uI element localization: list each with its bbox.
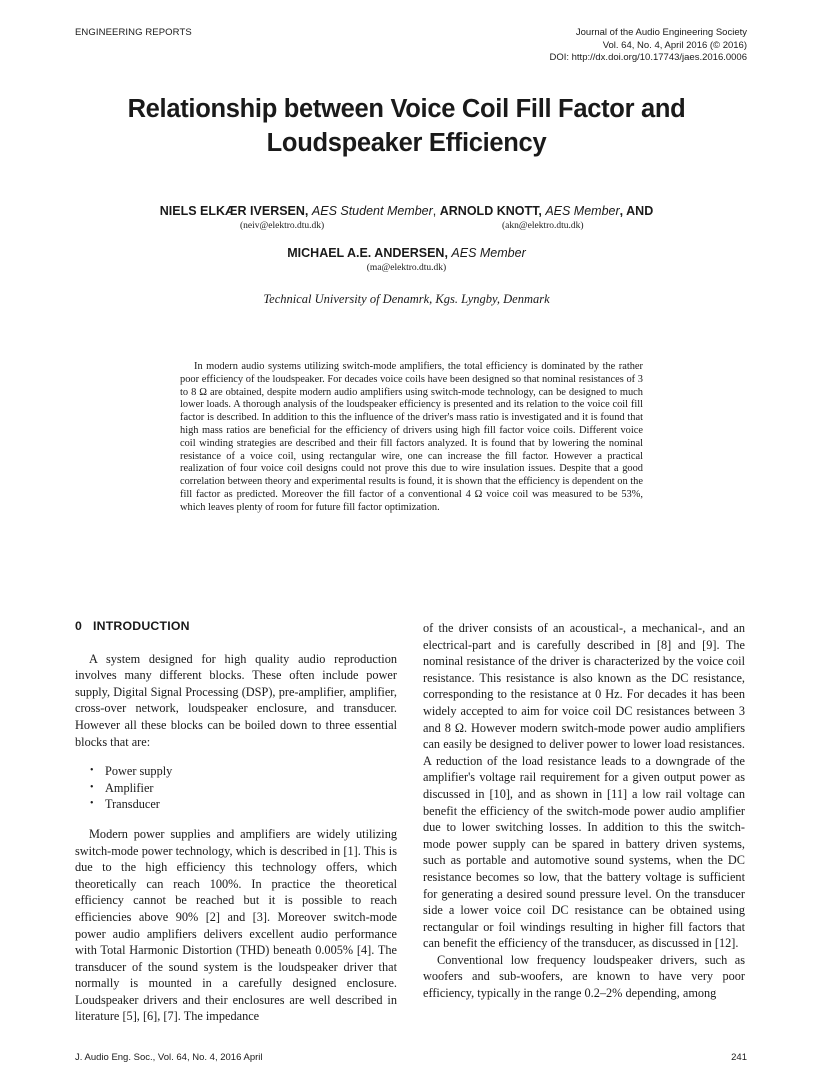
body-paragraph: A system designed for high quality audio reproduction involves many different blocks. These often include power supply, Digital Signal Processing (DSP), pre-amplifier, amplifier, cross-over network, loudspeaker enclosure, and transducer. However all these blocks can be boiled down to three essential blocks that are: xyxy=(75,651,397,749)
list-item: • Transducer xyxy=(90,797,160,812)
bullet-icon: • xyxy=(90,781,94,793)
footer-citation: J. Audio Eng. Soc., Vol. 64, No. 4, 2016 April xyxy=(75,1052,263,1063)
running-header-journal xyxy=(549,27,747,65)
author-name: ARNOLD KNOTT, xyxy=(439,204,542,218)
affiliation: Technical University of Denamrk, Kgs. Lyngby, Denmark xyxy=(263,292,550,306)
author-separator-and: , AND xyxy=(619,204,654,218)
author-separator: , xyxy=(432,204,440,218)
paper-title-line-2: Loudspeaker Efficiency xyxy=(266,129,547,157)
section-heading xyxy=(75,618,397,635)
journal-name: Journal of the Audio Engineering Society xyxy=(575,27,747,38)
author-name: NIELS ELKÆR IVERSEN, xyxy=(159,204,309,218)
body-paragraph: of the driver consists of an acoustical-, a mechanical-, and an electrical-part and is carefully described in [8] and [9]. The nominal resistance of the driver is characterized by the voice coil resistance. This resistance is also known as the DC resistance, corresponding to the resistance at 0 Hz. For decades it has been widely accepted to aim for voice coil DC resistances between 3 and 8 Ω. However modern switch-mode power audio amplifiers can easily be designed to deliver power to lower load resistances. A reduction of the load resistance leads to a downgrade of the amplifier's voltage rail requirement for a given output power as discussed in [10], and as shown in [11] a low rail voltage can benefit the efficiency of the switch-mode power audio amplifier due to lower switching losses. In addition to this the switch-mode power supply can be spared in battery driven systems, such as portable and automotive sound systems, when the DC resistance becomes so low, that the battery voltage is sufficient for generating a desired sound pressure level. On the transducer side a lower voice coil DC resistance can be obtained using rectangular or foil windings resulting in higher fill factors that can benefit the efficiency of the transducer, as discussed in [12]. xyxy=(423,621,745,951)
journal-doi: DOI: http://dx.doi.org/10.17743/jaes.2016.0006 xyxy=(549,52,747,63)
paper-title xyxy=(0,92,813,160)
author-membership: AES Student Member xyxy=(311,204,433,218)
author-email: (ma@elektro.dtu.dk) xyxy=(366,263,447,273)
author-line-1 xyxy=(0,204,813,218)
journal-volume: Vol. 64, No. 4, April 2016 (© 2016) xyxy=(602,39,747,51)
author-membership: AES Member xyxy=(545,204,620,218)
author-name: MICHAEL A.E. ANDERSEN, xyxy=(287,246,448,260)
running-header-section: ENGINEERING REPORTS xyxy=(75,27,192,38)
body-paragraph: Conventional low frequency loudspeaker drivers, such as woofers and sub-woofers, are known to have very poor efficiency, typically in the range 0.2–2% depending, among xyxy=(423,952,745,1001)
list-item: • Amplifier xyxy=(90,780,154,795)
left-column xyxy=(75,618,397,1025)
page-number: 241 xyxy=(731,1052,747,1063)
bullet-icon: • xyxy=(90,798,94,810)
paper-title-line-1: Relationship between Voice Coil Fill Factor and xyxy=(127,95,686,123)
author-email: (neiv@elektro.dtu.dk) xyxy=(240,221,325,231)
body-paragraph: Modern power supplies and amplifiers are widely utilizing switch-mode power technology, which is described in [1]. This is due to the high efficiency this technology offers, which theoretically can reach 100%. In practice the theoretical efficiency cannot be reached but it is possible to reach efficiencies above 90% [2] and [3]. Moreover switch-mode power audio amplifiers delivers excellent audio performance with Total Harmonic Distortion (THD) beneath 0.005% [4]. The transducer of the sound system is the loudspeaker driver that normally is mounted in a carefully designed enclosure. Loudspeaker drivers and their enclosures are well described in literature [5], [6], [7]. The impedance xyxy=(75,826,397,1024)
bullet-list xyxy=(75,763,397,813)
right-column xyxy=(423,620,745,1002)
section-number: 0 xyxy=(75,619,83,633)
abstract: In modern audio systems utilizing switch-mode amplifiers, the total efficiency is dominated by the rather poor efficiency of the loudspeaker. For decades voice coils have been designed so that nominal resistances of 3 to 8 Ω are obtained, despite modern audio amplifiers using switch-mode technology, can be designed to much lower loads. A thorough analysis of the loudspeaker efficiency is presented and its relation to the voice coil fill factor is described. In addition to this the influence of the driver's mass ratio is investigated and it is found that high mass ratios are beneficial for the efficiency of drivers using high fill factor voice coils. Different voice coil winding strategies are described and their fill factors analyzed. It is found that by lowering the nominal resistance of a voice coil, using rectangular wire, one can increase the fill factor. However a practical realization of four voice coil designs could not prove this due to wire insulation issues. Despite that a good correlation between theory and experimental results is found, it is shown that the efficiency is dependent on the fill factor as predicted. Moreover the fill factor of a conventional 4 Ω voice coil was measured to be 53%, which leaves plenty of room for future fill factor optimization. xyxy=(180,361,643,513)
author-line-2 xyxy=(0,246,813,260)
list-item: • Power supply xyxy=(90,764,173,779)
author-email: (akn@elektro.dtu.dk) xyxy=(502,221,584,231)
author-membership: AES Member xyxy=(451,246,526,260)
section-title: INTRODUCTION xyxy=(93,619,190,633)
bullet-icon: • xyxy=(90,765,94,777)
